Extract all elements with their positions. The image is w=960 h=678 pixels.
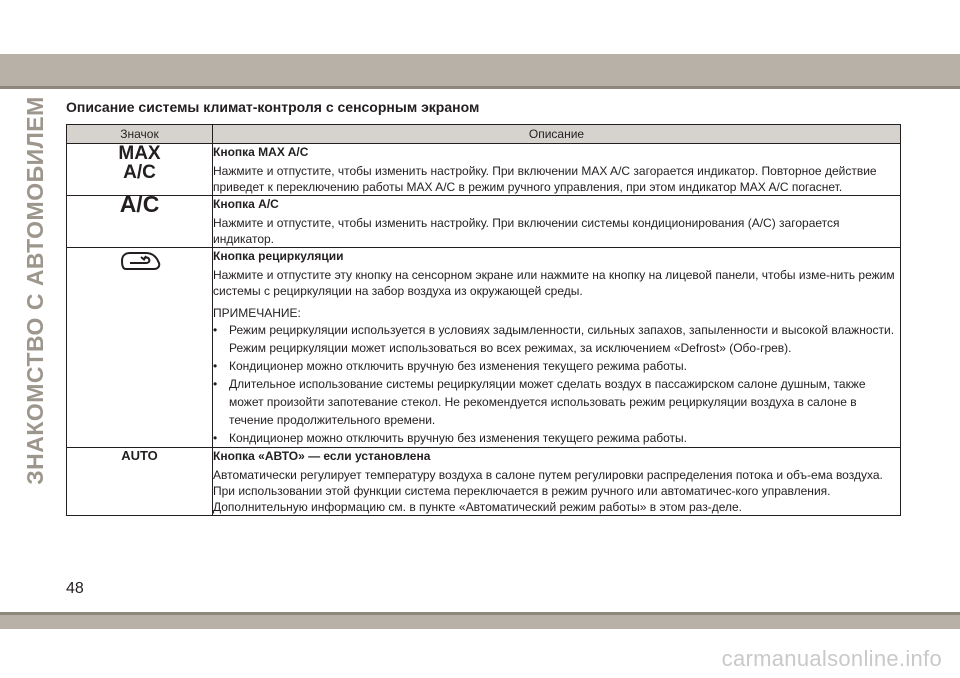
list-item: • Кондиционер можно отключить вручную без изменения текущего режима работы. [213, 357, 900, 375]
watermark: carmanualsonline.info [721, 646, 942, 671]
description-cell [213, 448, 901, 516]
row-title: Кнопка A/C [213, 197, 279, 211]
row-text: Нажмите и отпустите, чтобы изменить настройку. При включении MAX A/C загорается индикатор. Повторное действие приведет к переключению работы MAX A/C в режим ручного управления, при этом индикатор MAX A/C погаснет. [213, 164, 877, 194]
header-description: Описание [213, 125, 901, 144]
top-margin [0, 0, 960, 54]
auto-icon: AUTO [121, 448, 158, 463]
section-title: Описание системы климат-контроля с сенсорным экраном [66, 99, 480, 115]
max-ac-icon-line2: A/C [123, 162, 156, 183]
header-icon: Значок [67, 125, 213, 144]
icon-cell [67, 248, 213, 448]
top-divider [0, 86, 960, 89]
table-row [67, 448, 901, 516]
max-ac-icon-line1: MAX [118, 143, 161, 164]
top-decorative-band [0, 54, 960, 86]
table-row [67, 144, 901, 196]
icon-cell [67, 448, 213, 516]
row-title: Кнопка MAX A/C [213, 145, 309, 159]
table-row [67, 248, 901, 448]
table-row [67, 196, 901, 248]
max-ac-icon [118, 144, 160, 182]
list-item: • Кондиционер можно отключить вручную без изменения текущего режима работы. [213, 429, 900, 447]
recirculation-icon [116, 248, 164, 278]
row-text: Нажмите и отпустите, чтобы изменить настройку. При включении системы кондиционирования (A/C) загорается индикатор. [213, 216, 840, 246]
side-chapter-title [20, 95, 50, 485]
icon-cell [67, 144, 213, 196]
row-text: Нажмите и отпустите эту кнопку на сенсорном экране или нажмите на кнопку на лицевой панели, чтобы изме-нить режим системы с рециркуляции на забор воздуха из окружающей среды. [213, 268, 895, 298]
row-title: Кнопка «АВТО» — если установлена [213, 449, 431, 463]
description-cell [213, 248, 901, 448]
climate-controls-table [66, 124, 901, 516]
list-item: • Режим рециркуляции используется в условиях задымленности, сильных запахов, запыленности и высокой влажности. Режим рециркуляции может использоваться во всех режимах, за исключением «Defrost» (Обо-грев). [213, 321, 900, 357]
page-number: 48 [66, 580, 84, 597]
list-item: • Длительное использование системы рециркуляции может сделать воздух в пассажирском салоне душным, также может произойти запотевание стекол. Не рекомендуется использовать режим рециркуляции воздуха в салоне в течение продолжительного времени. [213, 375, 900, 429]
notes-list [213, 321, 900, 447]
icon-cell [67, 191, 213, 248]
description-cell [213, 196, 901, 248]
description-cell [213, 144, 901, 196]
row-title: Кнопка рециркуляции [213, 249, 344, 263]
side-chapter-title-text: ЗНАКОМСТВО С АВТОМОБИЛЕМ [21, 95, 48, 485]
ac-icon: A/C [119, 191, 160, 217]
table-header-row [67, 125, 901, 144]
row-text: Автоматически регулирует температуру воздуха в салоне путем регулировки распределения потока и объ-ема воздуха. При использовании этой функции система переключается в режим ручного или автоматичес-кого управления. Дополнительную информацию см. в пункте «Автоматический режим работы» в этом раз-деле. [213, 468, 883, 514]
bottom-decorative-band [0, 615, 960, 629]
note-title: ПРИМЕЧАНИЕ: [213, 306, 301, 320]
